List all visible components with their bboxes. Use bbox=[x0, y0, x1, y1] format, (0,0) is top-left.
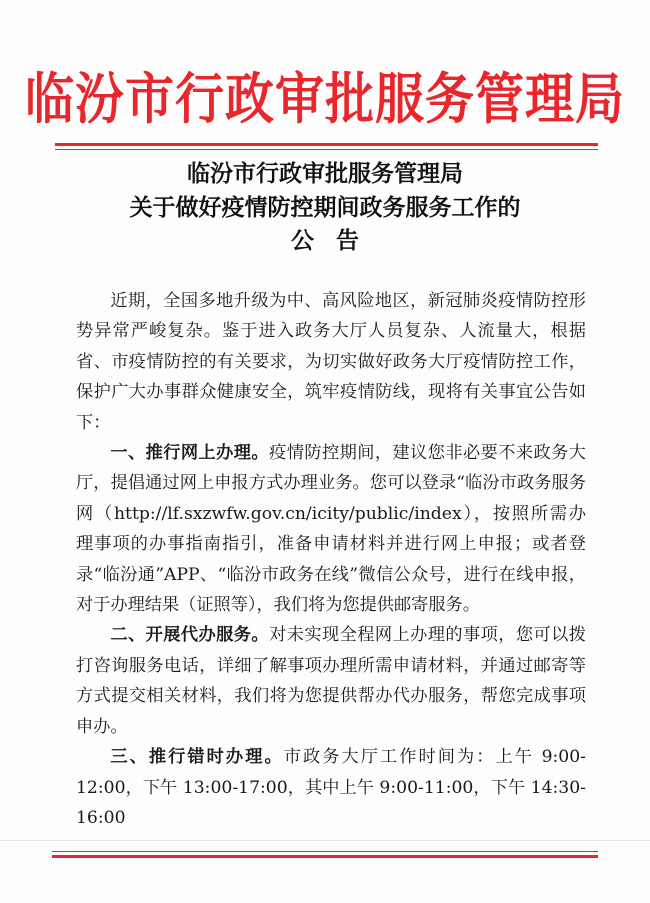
item-3-heading: 三、推行错时办理。 bbox=[110, 747, 284, 768]
item-1-text: 疫情防控期间，建议您非必要不来政务大厅，提倡通过网上申报方式办理业务。您可以登录“临汾市政务服务网（http://lf.sxzwfw.gov.cn/icity/public/index），按照所需办理事项的办事指南指引，准备申请材料并进行网上申报；或者登录“临汾通”APP、“临汾市政务在线”微信公众号，进行在线申报，对于办理结果（证照等），我们将为您提供邮寄服务。 bbox=[76, 443, 586, 616]
intro-paragraph: 近期，全国多地升级为中、高风险地区，新冠肺炎疫情防控形势异常严峻复杂。鉴于进入政务大厅人员复杂、人流量大，根据省、市疫情防控的有关要求，为切实做好政务大厅疫情防控工作，保护广大办事群众健康安全，筑牢疫情防线，现将有关事宜公告如下： bbox=[76, 291, 586, 433]
document-title-line-2: 关于做好疫情防控期间政务服务工作的 bbox=[129, 195, 521, 221]
item-3-paragraph bbox=[76, 742, 586, 833]
footer-red-rule-thin bbox=[52, 851, 598, 852]
red-header-agency-name: 临汾市行政审批服务管理局 bbox=[24, 67, 625, 132]
item-1-heading: 一、推行网上办理。 bbox=[110, 443, 270, 464]
item-3-text: 市政务大厅工作时间为：上午 9:00-12:00，下午 13:00-17:00，其中上午 9:00-11:00，下午 14:30-16:00 bbox=[76, 747, 586, 828]
page-fold-line bbox=[0, 840, 650, 841]
item-1-paragraph bbox=[76, 438, 586, 620]
document-body bbox=[76, 286, 586, 833]
item-2-text: 对未实现全程网上办理的事项，您可以拨打咨询服务电话，详细了解事项办理所需申请材料，并通过邮寄等方式提交相关材料，我们将为您提供帮办代办服务，帮您完成事项申办。 bbox=[76, 625, 586, 737]
item-2-paragraph bbox=[76, 620, 586, 742]
item-2-heading: 二、开展代办服务。 bbox=[110, 625, 270, 646]
footer-red-rule-thick bbox=[52, 855, 598, 858]
document-title-line-1: 临汾市行政审批服务管理局 bbox=[187, 161, 463, 187]
header-red-rule-thick bbox=[55, 143, 598, 146]
document-title-line-3: 公告 bbox=[291, 228, 381, 254]
header-red-rule-thin bbox=[55, 149, 598, 150]
